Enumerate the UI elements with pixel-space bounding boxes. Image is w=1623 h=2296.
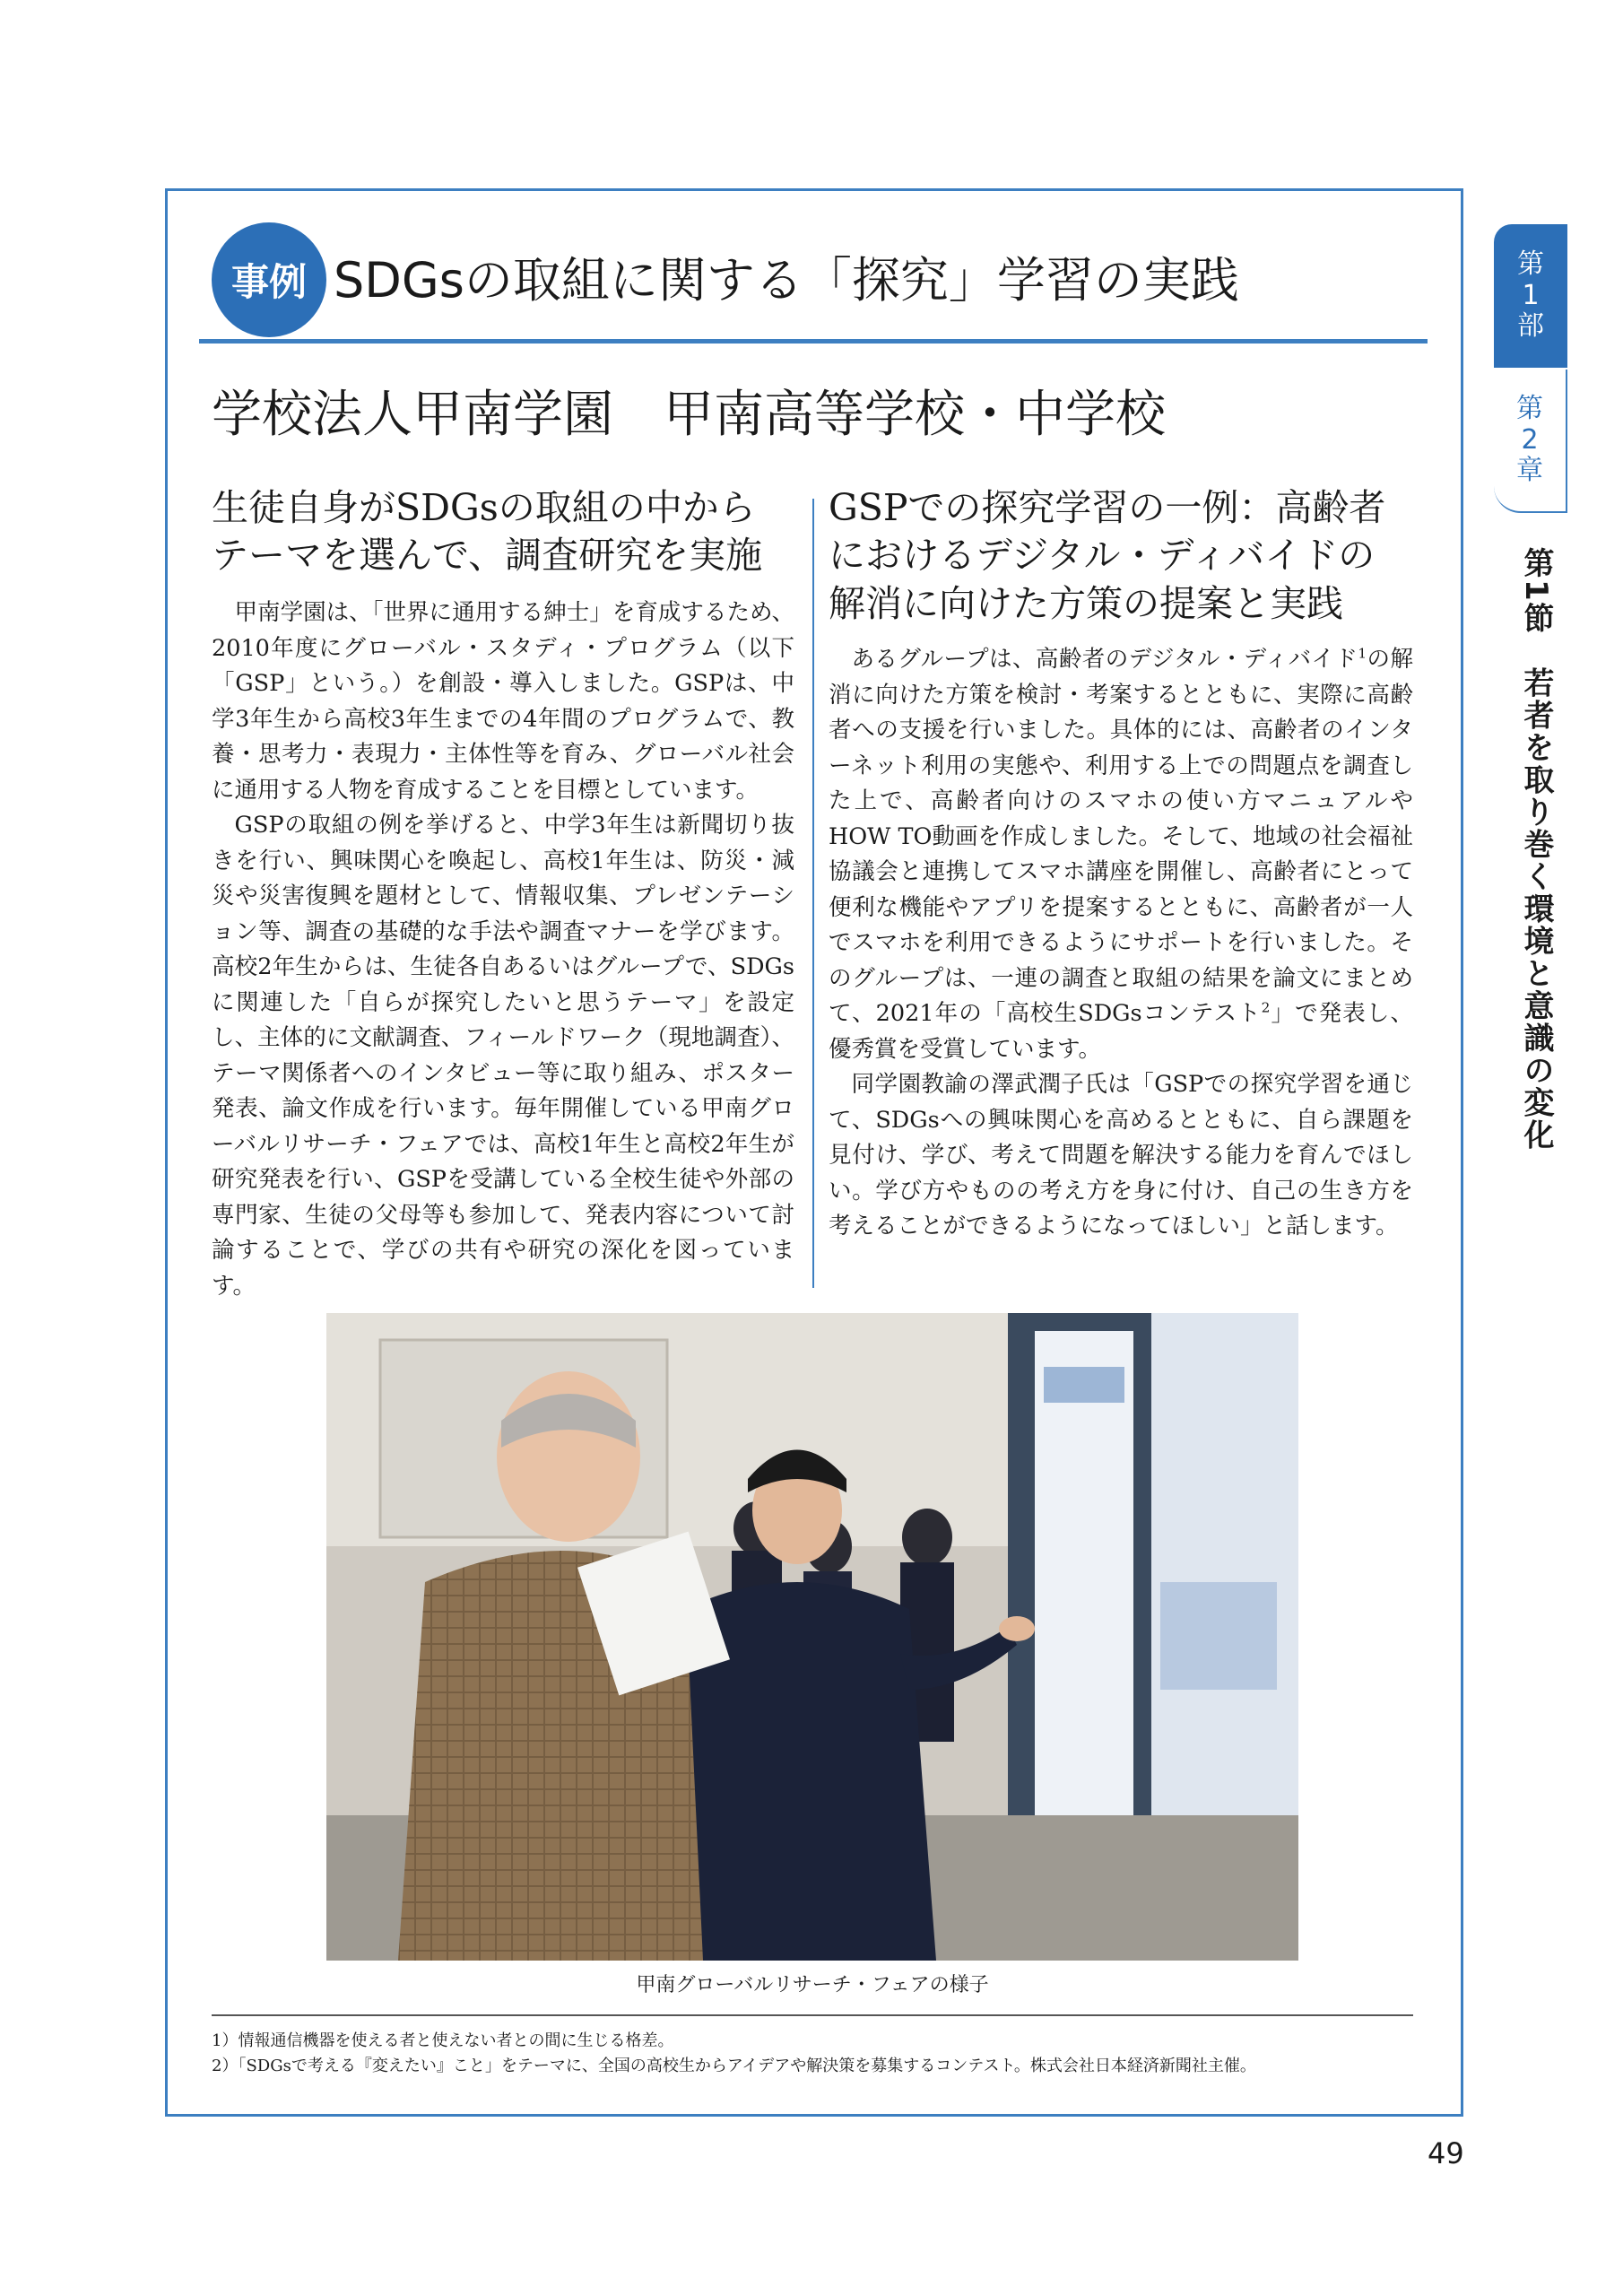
footnote-rule [212,2014,1413,2016]
photo-illustration [326,1313,1298,1961]
left-heading-line2: テーマを選んで、調査研究を実施 [212,534,763,578]
chapter-tab [1494,370,1567,513]
section-label: 第1節 若者を取り巻く環境と意識の変化 [1518,547,1554,1152]
footnote-ref-2: 2 [1261,999,1271,1016]
left-paragraph-1: 甲南学園は、「世界に通用する紳士」を育成するため、2010年度にグローバル・スタディ・プログラム（以下「GSP」という。）を創設・導入しました。GSPは、中学3年生から高校3年生までの4年間のプログラムで、教養・思考力・表現力・主体性等を育み、グローバル社会に通用する人物を育成することを目標としています。 [212,599,794,804]
photo-caption: 甲南グローバルリサーチ・フェアの様子 [636,1974,989,1996]
footnote-1: 1）情報通信機器を使える者と使えない者との間に生じる格差。 [212,2031,674,2050]
left-body [212,596,794,1304]
case-title: SDGsの取組に関する「探究」学習の実践 [334,252,1239,309]
chapter-tab-line1: 第 [1516,393,1543,425]
chapter-tab-line2: 2 [1521,423,1539,456]
case-badge: 事例 [212,222,326,337]
right-p1-part-c: 」で発表し、優秀賞を受賞しています。 [829,1000,1413,1063]
part-tab-line1: 第 [1517,248,1544,281]
part-tab [1494,224,1567,368]
chapter-tab-line3: 章 [1516,455,1543,487]
right-p1-part-b: の解消に向けた方策を検討・考案するとともに、実際に高齢者への支援を行いました。具体的には、高齢者のインターネット利用の実態や、利用する上での問題点を調査した上で、高齢者向けのスマホの使い方マニュアルやHOW TO動画を作成しました。そして、地域の社会福祉協議会と連携してスマホ講座を開催し、高齢者にとって便利な機能やアプリを提案するとともに、高齢者が一人でスマホを利用できるようにサポートを行いました。そのグループは、一連の調査と取組の結果を論文にまとめて、2021年の「高校生SDGsコンテスト [829,646,1413,1028]
right-p1-part-a: あるグループは、高齢者のデジタル・ディバイド [851,646,1358,673]
left-heading-line1: 生徒自身がSDGsの取組の中から [212,486,756,529]
right-body [829,642,1413,1245]
right-paragraph-2: 同学園教諭の澤武潤子氏は「GSPでの探究学習を通じて、SDGsへの興味関心を高めるとともに、自ら課題を見付け、学び、考えて問題を解決する能力を育んでほしい。学び方やものの考え方を身に付け、自己の生き方を考えることができるようになってほしい」と話します。 [829,1071,1413,1240]
right-paragraph-1 [829,642,1413,1067]
left-heading [212,484,803,580]
right-heading-line2: におけるデジタル・ディバイドの [829,534,1376,578]
part-tab-line3: 部 [1517,310,1544,343]
footnote-ref-1: 1 [1358,645,1367,662]
school-name: 学校法人甲南学園 甲南高等学校・中学校 [212,386,1166,444]
footnote-2: 2）「SDGsで考える『変えたい』こと」をテーマに、全国の高校生からアイデアや解決策を募集するコンテスト。株式会社日本経済新聞社主催。 [212,2056,1256,2075]
column-divider [812,499,814,1288]
right-heading [829,484,1420,628]
research-fair-photo [326,1313,1298,1961]
part-tab-line2: 1 [1522,279,1540,311]
page-number: 49 [1428,2136,1464,2170]
title-rule [199,339,1428,344]
right-heading-line1: GSPでの探究学習の一例：高齢者 [829,486,1386,529]
right-heading-line3: 解消に向けた方策の提案と実践 [829,581,1343,625]
left-paragraph-2: GSPの取組の例を挙げると、中学3年生は新聞切り抜きを行い、興味関心を喚起し、高校1年生は、防災・減災や災害復興を題材として、情報収集、プレゼンテーション等、調査の基礎的な手法や調査マナーを学びます。高校2年生からは、生徒各自あるいはグループで、SDGsに関連した「自らが探究したいと思うテーマ」を設定し、主体的に文献調査、フィールドワーク（現地調査）、テーマ関係者へのインタビュー等に取り組み、ポスター発表、論文作成を行います。毎年開催している甲南グローバルリサーチ・フェアでは、高校1年生と高校2年生が研究発表を行い、GSPを受講している全校生徒や外部の専門家、生徒の父母等も参加して、発表内容について討論することで、学びの共有や研究の深化を図っています。 [212,812,794,1300]
footnotes [212,2029,1256,2079]
